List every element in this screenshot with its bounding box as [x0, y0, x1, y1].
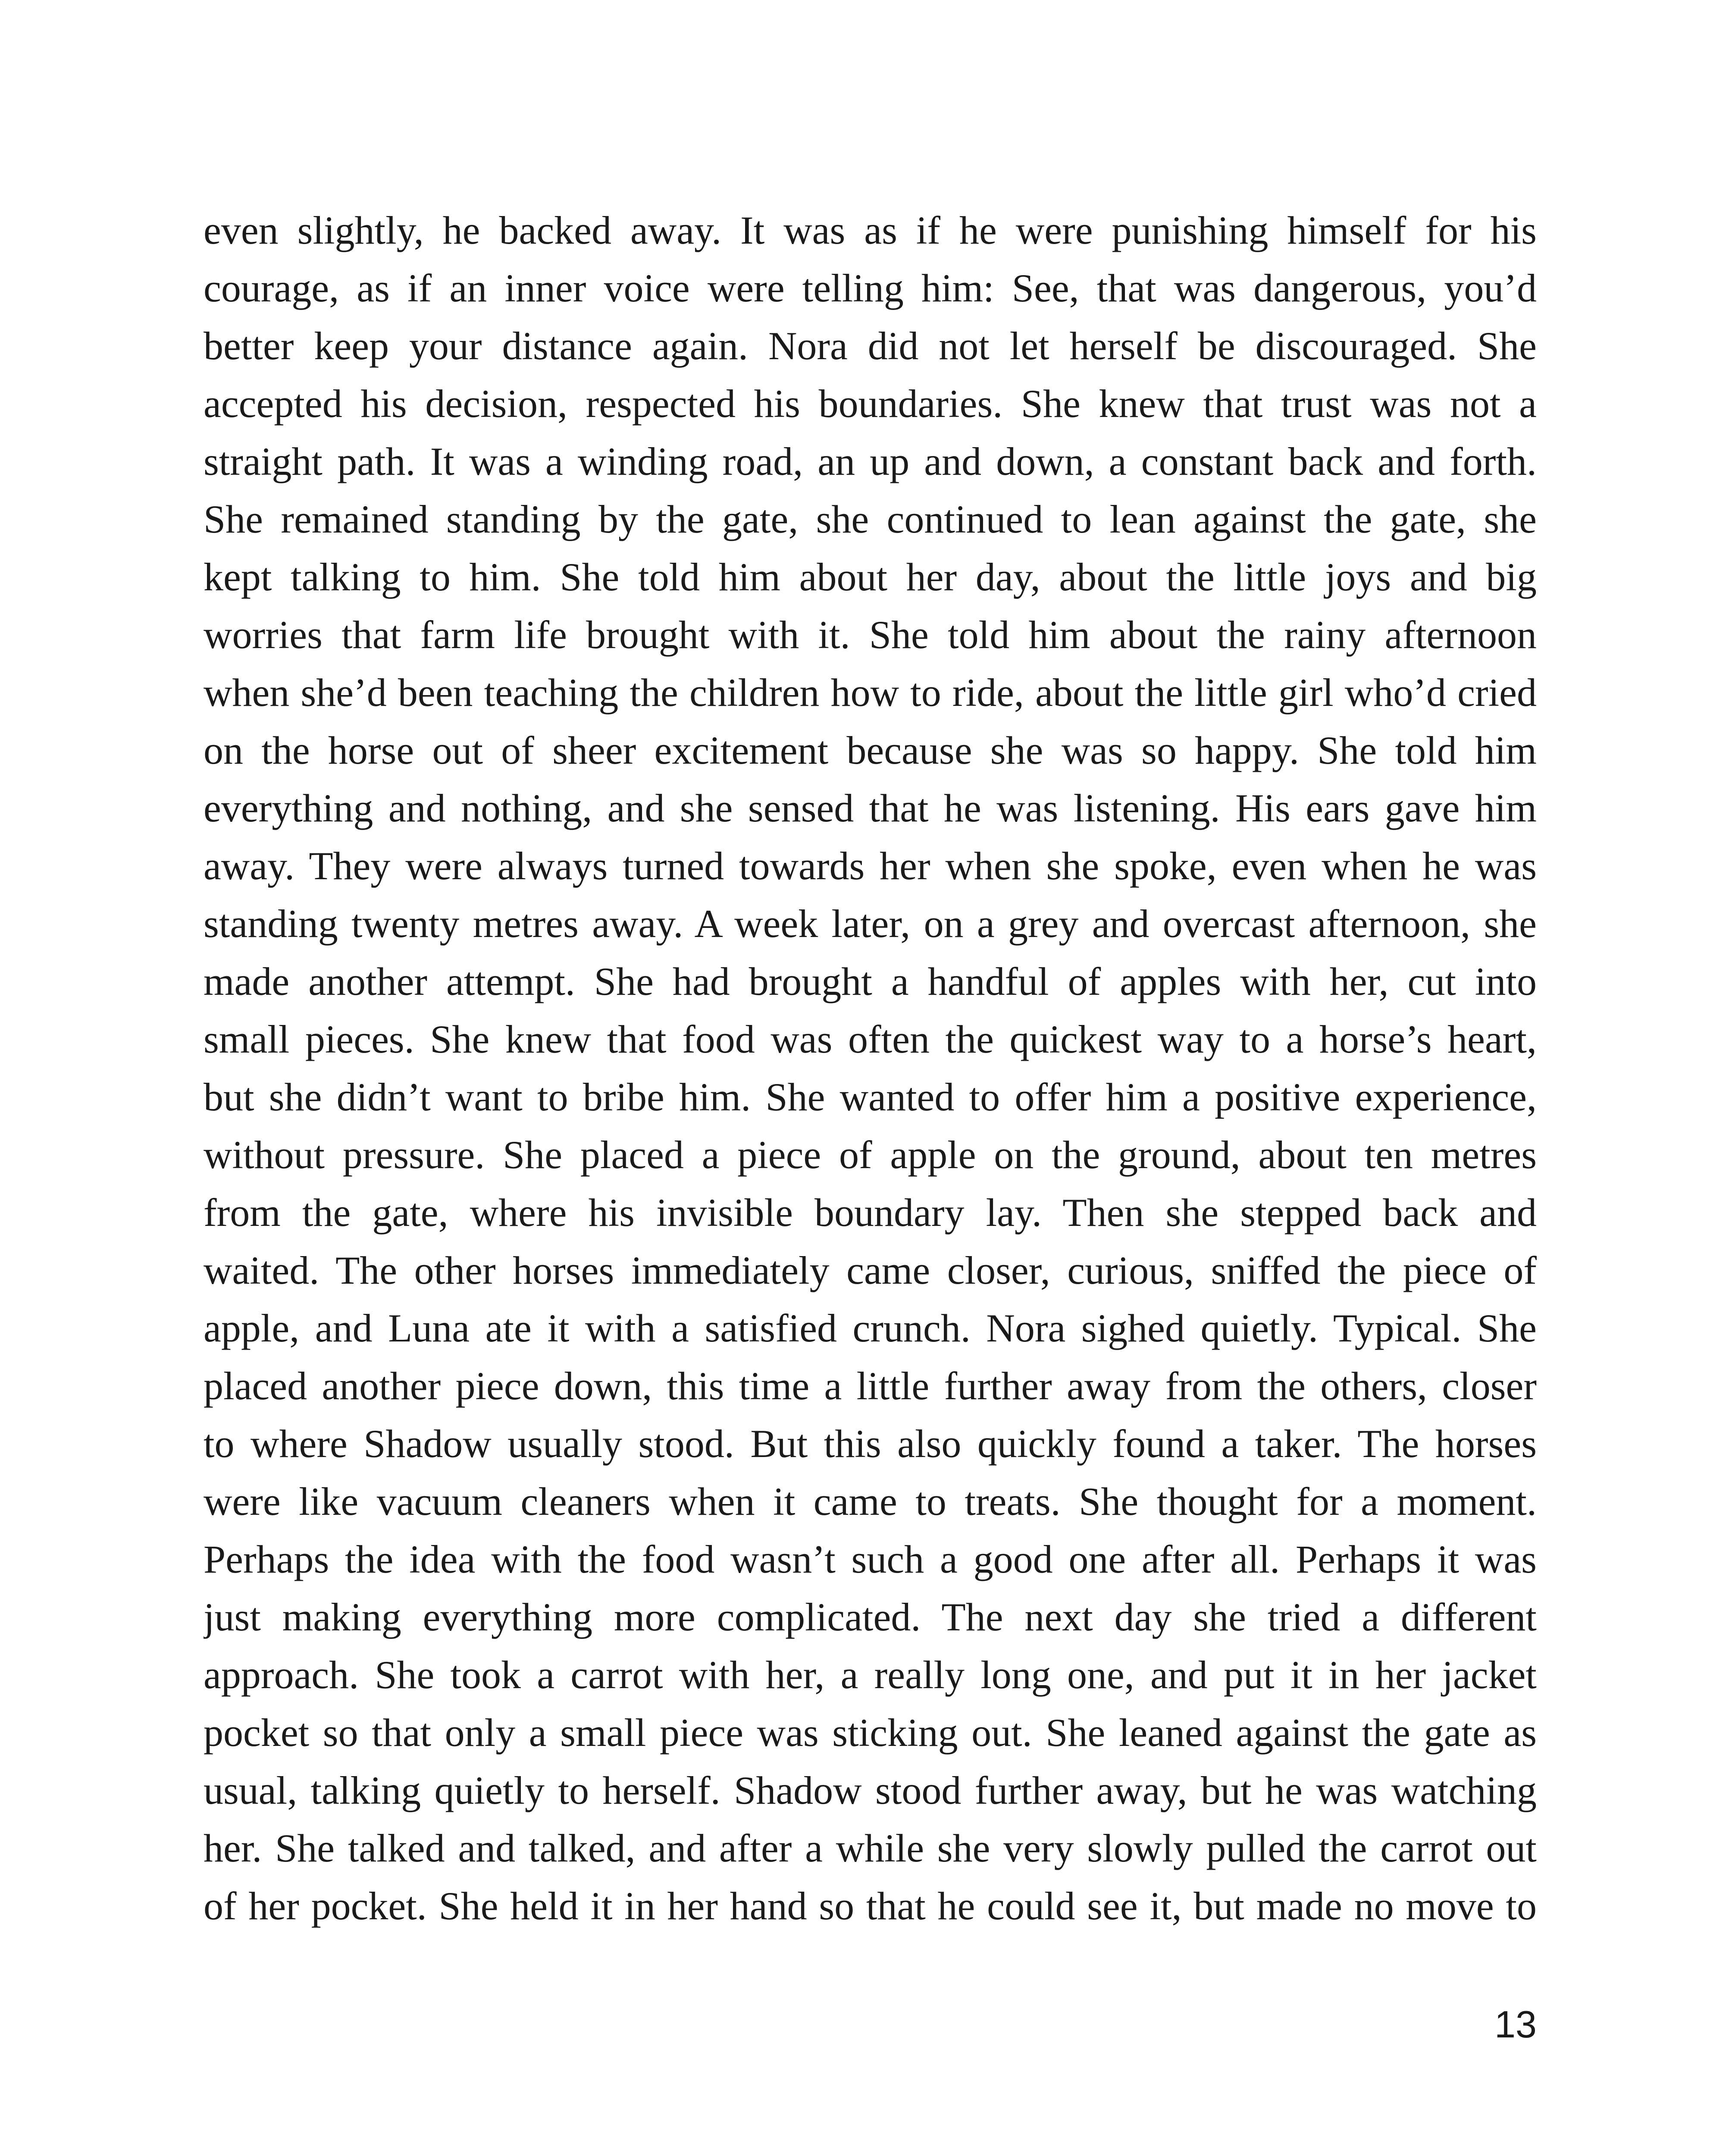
- text-line: courage, as if an inner voice were telling him: See, that was dangerous, you’d: [204, 266, 1537, 310]
- text-line: standing twenty metres away. A week later, on a grey and overcast afternoon, she: [204, 902, 1537, 946]
- text-line: worries that farm life brought with it. She told him about the rainy afternoon: [204, 613, 1537, 657]
- text-line: everything and nothing, and she sensed that he was listening. His ears gave him: [204, 786, 1537, 830]
- page-number: 13: [1494, 2003, 1537, 2046]
- text-line: better keep your distance again. Nora did not let herself be discouraged. She: [204, 324, 1537, 368]
- text-line: made another attempt. She had brought a handful of apples with her, cut into: [204, 959, 1537, 1003]
- text-line: away. They were always turned towards her when she spoke, even when he was: [204, 844, 1537, 888]
- text-line: her. She talked and talked, and after a while she very slowly pulled the carrot out: [204, 1826, 1537, 1870]
- text-line: just making everything more complicated. The next day she tried a different: [204, 1595, 1537, 1639]
- text-line: waited. The other horses immediately came closer, curious, sniffed the piece of: [204, 1248, 1537, 1292]
- text-line: without pressure. She placed a piece of apple on the ground, about ten metres: [204, 1133, 1537, 1177]
- body-text: [204, 201, 1537, 1935]
- text-line: kept talking to him. She told him about her day, about the little joys and big: [204, 555, 1537, 599]
- text-line: on the horse out of sheer excitement because she was so happy. She told him: [204, 728, 1537, 772]
- text-line: but she didn’t want to bribe him. She wanted to offer him a positive experience,: [204, 1075, 1537, 1119]
- text-line: She remained standing by the gate, she continued to lean against the gate, she: [204, 497, 1537, 541]
- text-line: from the gate, where his invisible boundary lay. Then she stepped back and: [204, 1191, 1537, 1235]
- text-line: apple, and Luna ate it with a satisfied crunch. Nora sighed quietly. Typical. She: [204, 1306, 1537, 1350]
- text-line: pocket so that only a small piece was sticking out. She leaned against the gate as: [204, 1711, 1537, 1755]
- text-line: to where Shadow usually stood. But this also quickly found a taker. The horses: [204, 1422, 1537, 1466]
- text-line: even slightly, he backed away. It was as if he were punishing himself for his: [204, 208, 1537, 252]
- text-line: Perhaps the idea with the food wasn’t such a good one after all. Perhaps it was: [204, 1537, 1537, 1581]
- text-line: placed another piece down, this time a little further away from the others, closer: [204, 1364, 1537, 1408]
- text-line: were like vacuum cleaners when it came to treats. She thought for a moment.: [204, 1479, 1537, 1523]
- text-line: usual, talking quietly to herself. Shadow stood further away, but he was watching: [204, 1768, 1537, 1812]
- text-line: approach. She took a carrot with her, a really long one, and put it in her jacket: [204, 1653, 1537, 1697]
- text-line: small pieces. She knew that food was often the quickest way to a horse’s heart,: [204, 1017, 1537, 1061]
- text-line: accepted his decision, respected his boundaries. She knew that trust was not a: [204, 382, 1537, 426]
- text-line: when she’d been teaching the children how to ride, about the little girl who’d cried: [204, 671, 1537, 714]
- text-line: of her pocket. She held it in her hand so that he could see it, but made no move to: [204, 1884, 1537, 1928]
- text-line: straight path. It was a winding road, an up and down, a constant back and forth.: [204, 439, 1537, 483]
